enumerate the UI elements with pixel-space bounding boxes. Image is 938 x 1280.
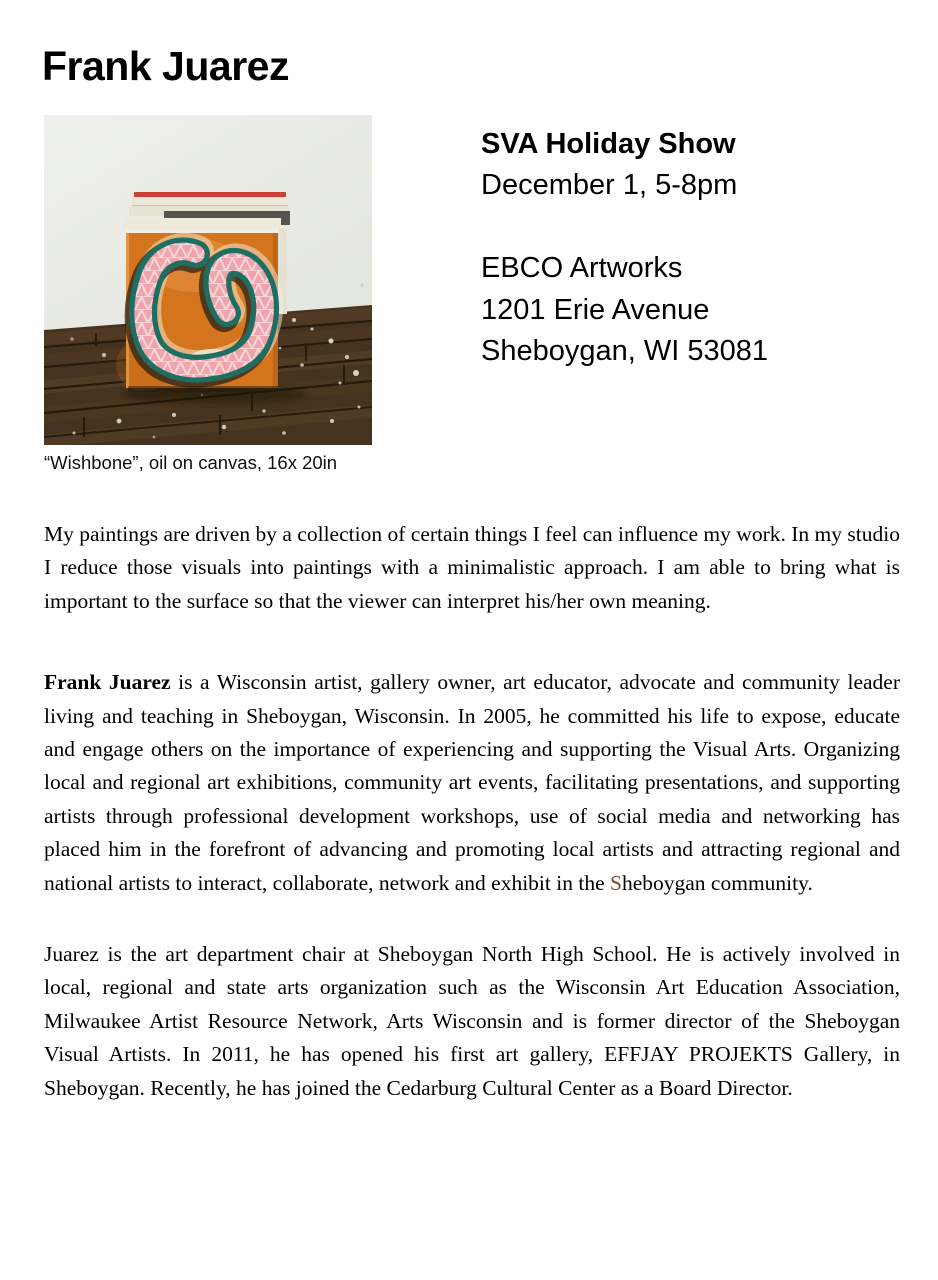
bio-paragraph-3: Juarez is the art department chair at Sheboygan North High School. He is actively involved in local, regional and state arts organization such as the Wisconsin Art Education Association, Milwaukee Artist Resource Network, Arts Wisconsin and is former director of the Sheboygan Visual Artists. In 2011, he has opened his first art gallery, EFFJAY PROJEKTS Gallery, in Sheboygan. Recently, he has joined the Cedarburg Cultural Center as a Board Director. xyxy=(44,942,900,1100)
event-venue: EBCO Artworks xyxy=(481,252,683,285)
event-address-line2: Sheboygan, WI 53081 xyxy=(481,335,768,368)
event-details xyxy=(481,124,901,372)
bio-paragraph-2-text: is a Wisconsin artist, gallery owner, art educator, advocate and community leader living and teaching in Sheboygan, Wisconsin. In 2005, he committed his life to expose, educate and engage others on the importance of experiencing and supporting the Visual Arts. Organizing local and regional art exhibitions, community art events, facilitating presentations, and supporting artists through professional development workshops, use of social media and networking has placed him in the forefront of advancing and promoting local artists and attracting regional and national artists to interact, collaborate, network and exhibit in the xyxy=(44,670,900,895)
wishbone-shape xyxy=(140,249,267,372)
page-title: Frank Juarez xyxy=(42,43,289,89)
bio-paragraph-2-end: heboygan community. xyxy=(621,870,813,895)
artwork-photo xyxy=(44,115,372,445)
artwork-photo-svg xyxy=(44,115,372,445)
bio-accent-letter: S xyxy=(610,870,622,895)
bio-bold-name: Frank Juarez xyxy=(44,670,171,695)
event-title: SVA Holiday Show xyxy=(481,128,736,160)
front-canvas xyxy=(116,233,278,392)
artist-statement-paragraph: My paintings are driven by a collection of certain things I feel can influence my work. In my studio I reduce those visuals into paintings with a minimalistic approach. I am able to bring what is important to the surface so that the viewer can interpret his/her own meaning. xyxy=(44,522,900,613)
event-address-line1: 1201 Erie Avenue xyxy=(481,293,710,326)
event-datetime: December 1, 5-8pm xyxy=(481,169,738,202)
bio-text xyxy=(44,518,900,1105)
artwork-caption: “Wishbone”, oil on canvas, 16x 20in xyxy=(44,452,338,473)
event-spacer xyxy=(481,207,901,248)
bio-paragraph-2 xyxy=(44,666,900,900)
